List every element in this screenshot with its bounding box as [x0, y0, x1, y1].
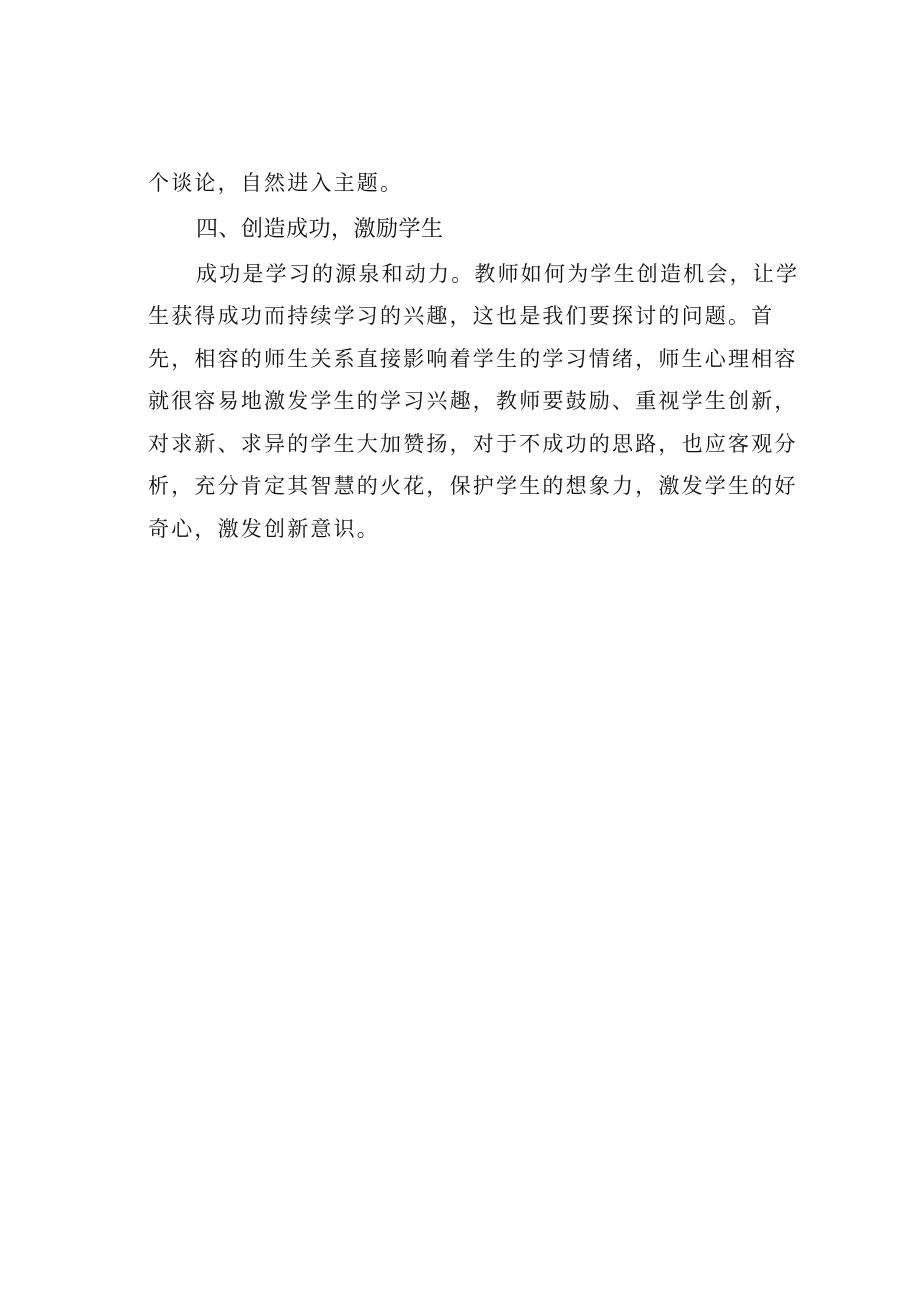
- paragraph-line: 析，充分肯定其智慧的火花，保护学生的想象力，激发学生的好: [148, 474, 798, 498]
- paragraph-line: 就很容易地激发学生的学习兴趣，教师要鼓励、重视学生创新，: [148, 389, 798, 413]
- paragraph-line: 对求新、求异的学生大加赞扬，对于不成功的思路，也应客观分: [148, 431, 798, 456]
- paragraph-line: 生获得成功而持续学习的兴趣，这也是我们要探讨的问题。首: [148, 304, 775, 328]
- paragraph-line: 奇心，激发创新意识。: [148, 516, 380, 541]
- document-body: [148, 162, 808, 550]
- section-heading: 四、创造成功，激励学生: [196, 216, 444, 242]
- paragraph-line: 成功是学习的源泉和动力。教师如何为学生创造机会，让学: [196, 261, 800, 286]
- paragraph-continuation: 个谈论，自然进入主题。: [148, 171, 404, 195]
- paragraph-line: 先，相容的师生关系直接影响着学生的学习情绪，师生心理相容: [148, 346, 798, 371]
- body-paragraph: [148, 253, 808, 551]
